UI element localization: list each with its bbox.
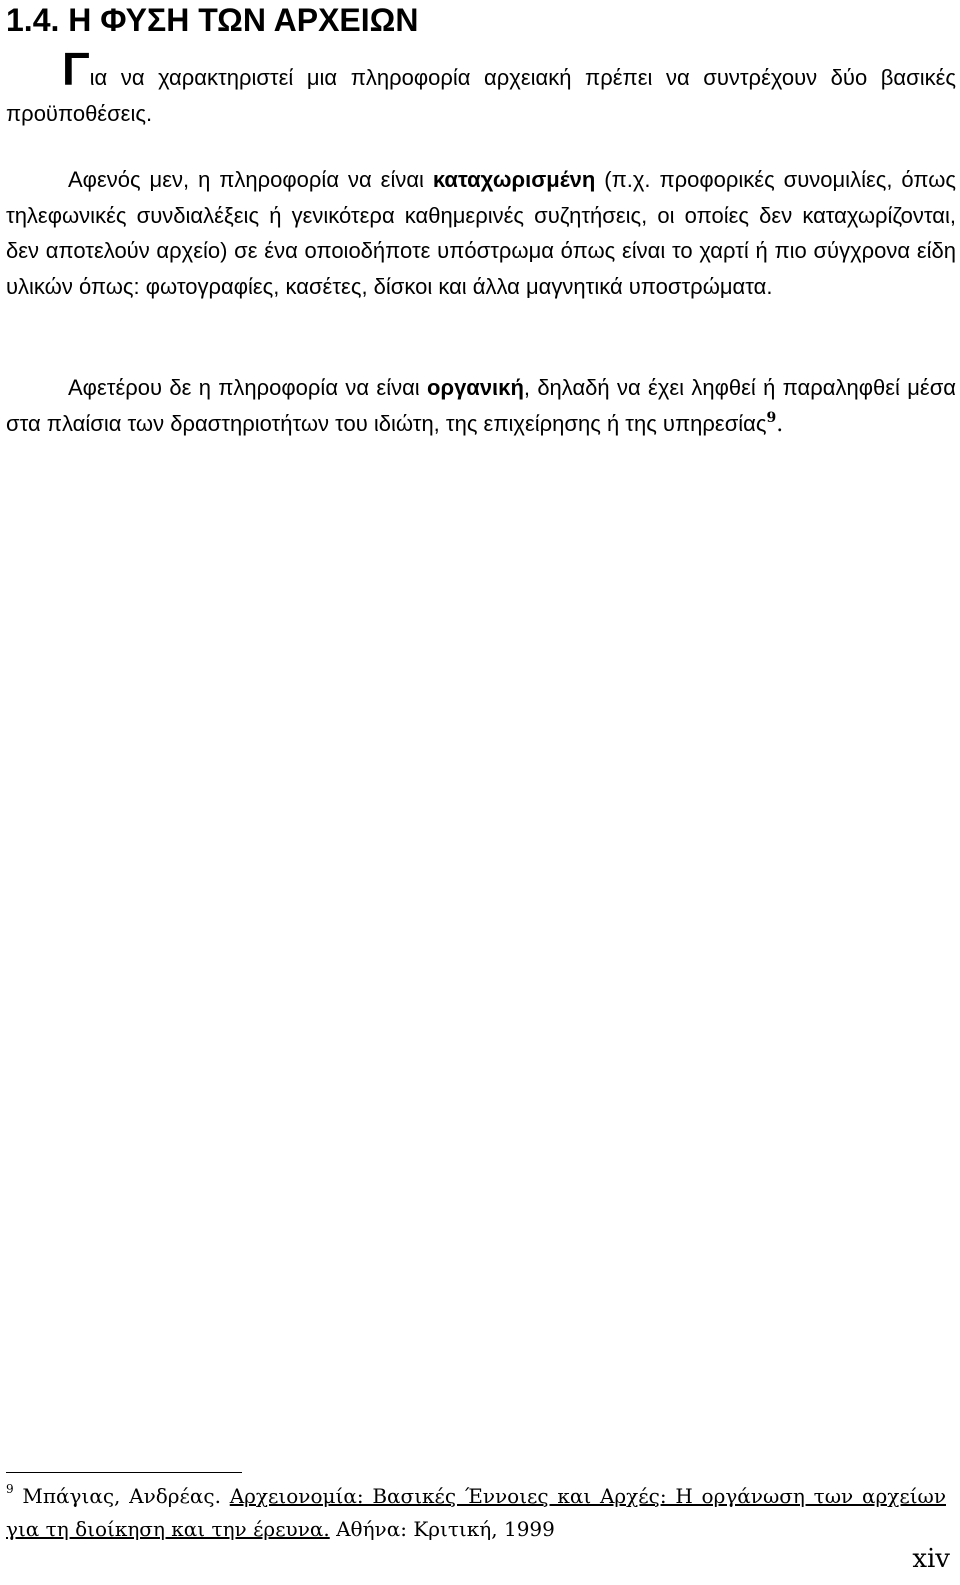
footnote	[6, 1480, 946, 1546]
paragraph-organic-end: .	[776, 411, 784, 437]
paragraph-recorded-lead: Αφενός μεν, η πληροφορία να είναι	[68, 167, 433, 192]
term-recorded: καταχωρισμένη	[432, 167, 596, 192]
intro-paragraph	[6, 43, 956, 132]
footnote-publication: Αθήνα: Κριτική, 1999	[329, 1517, 555, 1541]
paragraph-organic	[6, 371, 956, 442]
drop-cap: Γ	[62, 43, 90, 95]
footnote-reference[interactable]: 9	[766, 409, 777, 426]
paragraph-recorded	[6, 163, 956, 305]
paragraph-organic-tail: , δηλαδή να έχει ληφθεί ή παραληφθεί μέσα στα πλαίσια των δραστηριοτήτων του ιδιώτη, της επιχείρησης ή της υπηρεσίας	[6, 375, 957, 436]
paragraph-recorded-tail: (π.χ. προφορικές συνομιλίες, όπως τηλεφωνικές συνδιαλέξεις ή γενικότερα καθημερινές συζητήσεις, οι οποίες δεν καταχωρίζονται, δεν αποτελούν αρχείο) σε ένα οποιοδήποτε υπόστρωμα όπως είναι το χαρτί ή πιο σύγχρονα είδη υλικών όπως: φωτογραφίες, κασέτες, δίσκοι και άλλα μαγνητικά υποστρώματα.	[6, 167, 956, 299]
page-number: xiv	[912, 1544, 950, 1574]
paragraph-organic-lead: Αφετέρου δε η πληροφορία να είναι	[68, 375, 428, 400]
intro-text: ια να χαρακτηριστεί μια πληροφορία αρχειακή πρέπει να συντρέχουν δύο βασικές προϋποθέσεις.	[6, 65, 956, 126]
footnote-separator	[6, 1472, 242, 1473]
footnote-author: Μπάγιας, Ανδρέας.	[13, 1484, 230, 1508]
term-organic: οργανική	[427, 375, 524, 400]
footnote-number: 9	[6, 1482, 14, 1496]
section-heading: 1.4. Η ΦΥΣΗ ΤΩΝ ΑΡΧΕΙΩΝ	[6, 2, 419, 38]
footnote-title: Αρχειονομία: Βασικές Έννοιες και Αρχές: Η οργάνωση των αρχείων για τη διοίκηση και την έρευνα.	[6, 1484, 946, 1541]
